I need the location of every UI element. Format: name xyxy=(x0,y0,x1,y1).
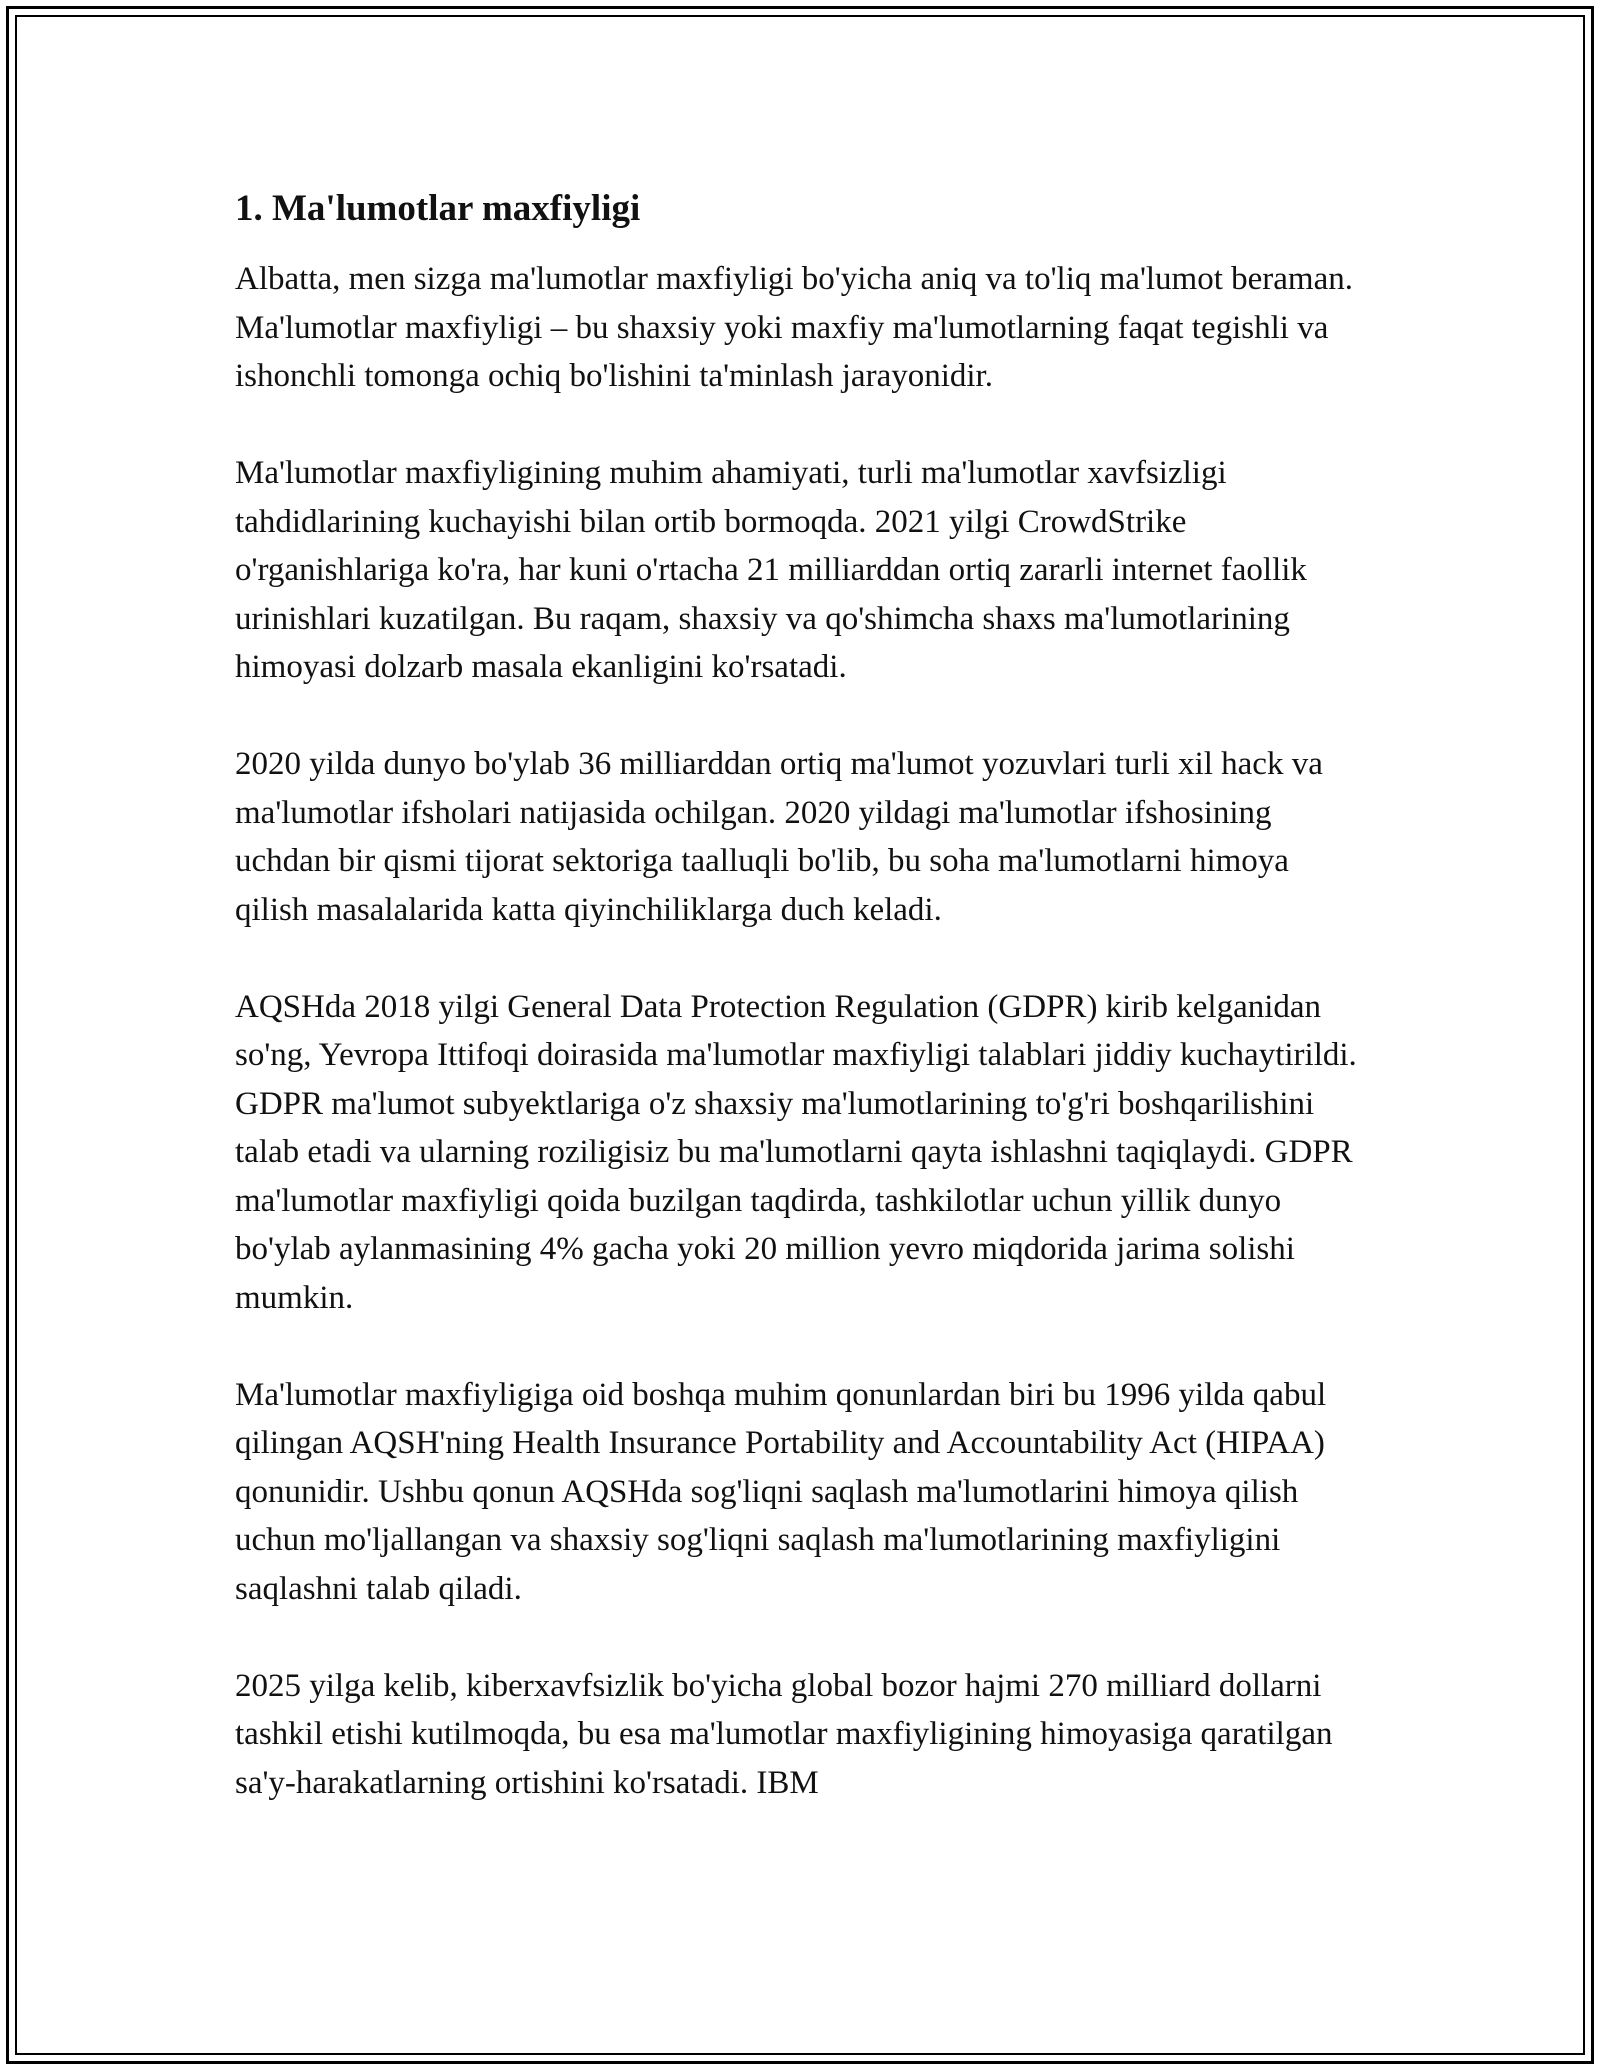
paragraph-cybersecurity-market: 2025 yilga kelib, kiberxavfsizlik bo'yicha global bozor hajmi 270 milliard dollarni tashkil etishi kutilmoqda, bu esa ma'lumotlar maxfiyligining himoyasiga qaratilgan sa'y-harakatlarning ortishini ko'rsatadi. IBM xyxy=(235,1667,1333,1801)
paragraph-2020-breaches: 2020 yilda dunyo bo'ylab 36 milliarddan ortiq ma'lumot yozuvlari turli xil hack va ma'lumotlar ifsholari natijasida ochilgan. 2020 yildagi ma'lumotlar ifshosining uchdan bir qismi tijorat sektoriga taalluqli bo'lib, bu soha ma'lumotlarni himoya qilish masalalarida katta qiyinchiliklarga duch keladi. xyxy=(235,746,1323,928)
paragraph-intro: Albatta, men sizga ma'lumotlar maxfiyligi bo'yicha aniq va to'liq ma'lumot beraman. Ma'lumotlar maxfiyligi – bu shaxsiy yoki maxfiy ma'lumotlarning faqat tegishli va ishonchli tomonga ochiq bo'lishini ta'minlash jarayonidir. xyxy=(235,261,1353,394)
document-body xyxy=(235,185,1365,1856)
section-heading: 1. Ma'lumotlar maxfiyligi xyxy=(235,188,641,229)
paragraph-hipaa: Ma'lumotlar maxfiyligiga oid boshqa muhim qonunlardan biri bu 1996 yilda qabul qilingan AQSH'ning Health Insurance Portability and Accountability Act (HIPAA) qonunidir. Ushbu qonun AQSHda sog'liqni saqlash ma'lumotlarini himoya qilish uchun mo'ljallangan va shaxsiy sog'liqni saqlash ma'lumotlarining maxfiyligini saqlashni talab qiladi. xyxy=(235,1376,1327,1607)
paragraph-gdpr: AQSHda 2018 yilgi General Data Protection Regulation (GDPR) kirib kelganidan so'ng, Yevropa Ittifoqi doirasida ma'lumotlar maxfiyligi talablari jiddiy kuchaytirildi. GDPR ma'lumot subyektlariga o'z shaxsiy ma'lumotlarining to'g'ri boshqarilishini talab etadi va ularning roziligisiz bu ma'lumotlarni qayta ishlashni taqiqlaydi. GDPR ma'lumotlar maxfiyligi qoida buzilgan taqdirda, tashkilotlar uchun yillik dunyo bo'ylab aylanmasining 4% gacha yoki 20 million yevro miqdorida jarima solishi mumkin. xyxy=(235,988,1357,1316)
paragraph-importance: Ma'lumotlar maxfiyligining muhim ahamiyati, turli ma'lumotlar xavfsizligi tahdidlarining kuchayishi bilan ortib bormoqda. 2021 yilgi CrowdStrike o'rganishlariga ko'ra, har kuni o'rtacha 21 milliarddan ortiq zararli internet faollik urinishlari kuzatilgan. Bu raqam, shaxsiy va qo'shimcha shaxs ma'lumotlarining himoyasi dolzarb masala ekanligini ko'rsatadi. xyxy=(235,455,1307,685)
